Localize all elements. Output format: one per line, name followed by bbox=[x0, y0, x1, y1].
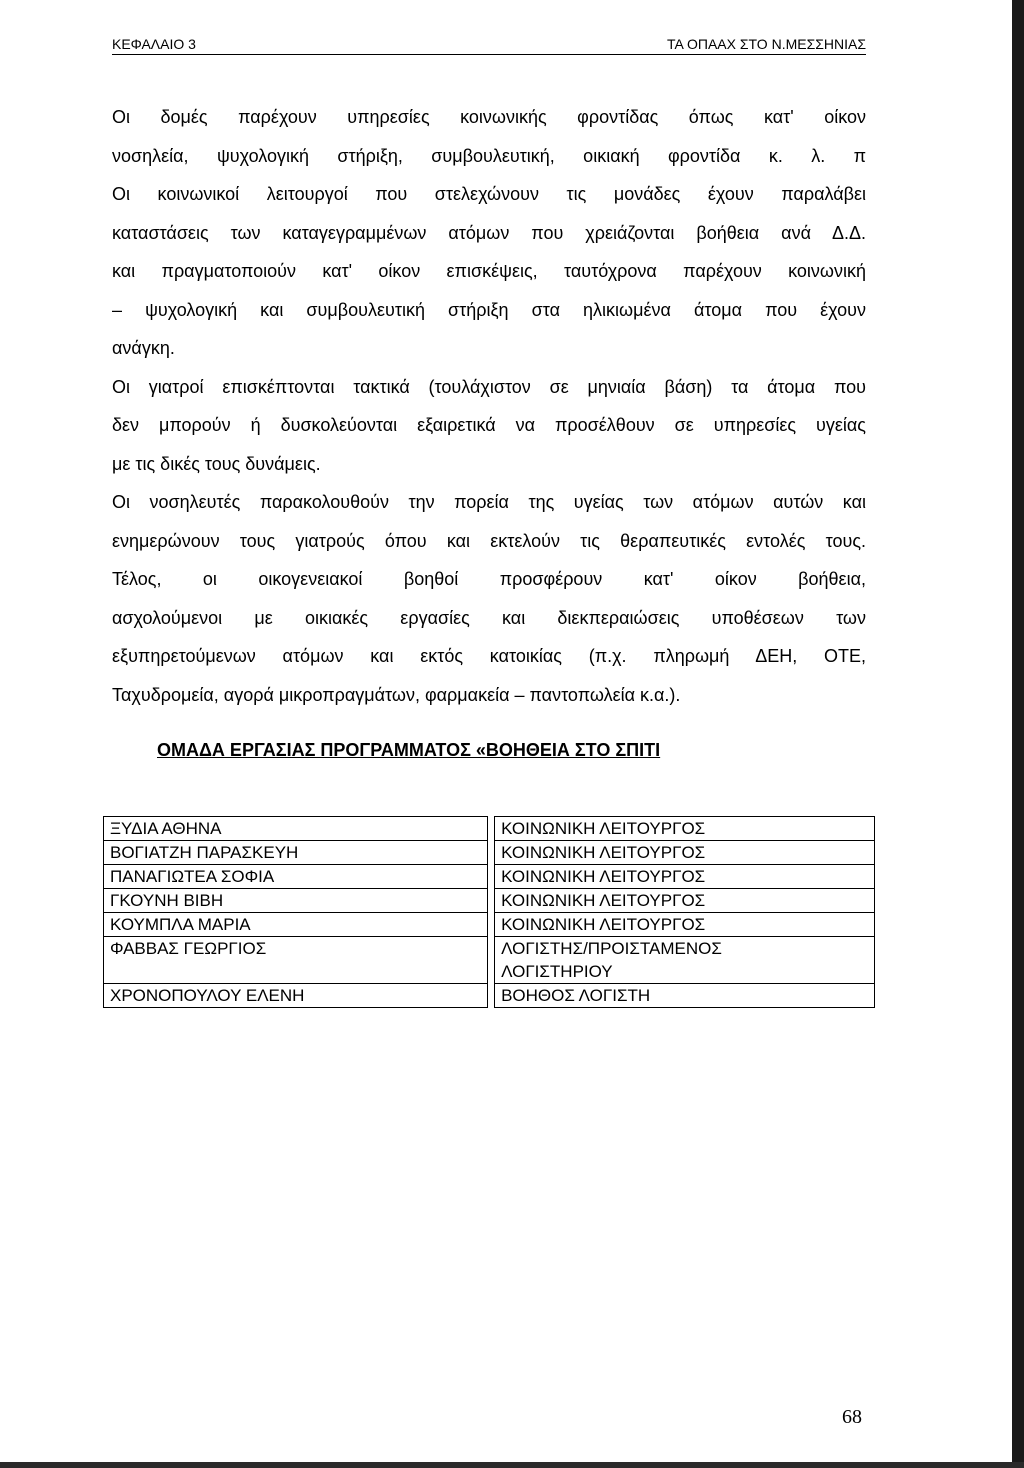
staff-role: ΚΟΙΝΩΝΙΚΗ ΛΕΙΤΟΥΡΓΟΣ bbox=[495, 817, 875, 841]
table-row bbox=[104, 937, 875, 984]
text-line: Οι κοινωνικοί λειτουργοί που στελεχώνουν τις μονάδες έχουν παραλάβει bbox=[112, 184, 866, 204]
text-line: Τέλος, οι οικογενειακοί βοηθοί προσφέρουν κατ' οίκον βοήθεια, bbox=[112, 569, 866, 589]
text-line: – ψυχολογική και συμβουλευτική στήριξη στα ηλικιωμένα άτομα που έχουν bbox=[112, 299, 866, 320]
staff-role: ΚΟΙΝΩΝΙΚΗ ΛΕΙΤΟΥΡΓΟΣ bbox=[495, 889, 875, 913]
staff-role: ΒΟΗΘΟΣ ΛΟΓΙΣΤΗ bbox=[495, 984, 875, 1008]
text-line: Οι δομές παρέχουν υπηρεσίες κοινωνικής φροντίδας όπως κατ' οίκον bbox=[112, 107, 866, 127]
chapter-label: ΚΕΦΑΛΑΙΟ 3 bbox=[112, 36, 196, 52]
section-title: ΟΜΑΔΑ ΕΡΓΑΣΙΑΣ ΠΡΟΓΡΑΜΜΑΤΟΣ «ΒΟΗΘΕΙΑ ΣΤΟ ΣΠΙΤΙ bbox=[157, 740, 661, 760]
column-gap bbox=[487, 817, 494, 841]
table-row bbox=[104, 889, 875, 913]
table-row bbox=[104, 865, 875, 889]
column-gap bbox=[487, 937, 494, 984]
staff-role: ΚΟΙΝΩΝΙΚΗ ΛΕΙΤΟΥΡΓΟΣ bbox=[495, 841, 875, 865]
table-row bbox=[104, 817, 875, 841]
text-line: νοσηλεία, ψυχολογική στήριξη, συμβουλευτική, οικιακή φροντίδα κ. λ. π bbox=[112, 145, 866, 166]
page-edge-shadow bbox=[1012, 0, 1024, 1468]
table-row bbox=[104, 913, 875, 937]
table-row bbox=[104, 984, 875, 1008]
staff-name: ΠΑΝΑΓΙΩΤΕΑ ΣΟΦΙΑ bbox=[104, 865, 488, 889]
text-line: Οι γιατροί επισκέπτονται τακτικά (τουλάχιστον σε μηνιαία βάση) τα άτομα που bbox=[112, 376, 866, 397]
text-line: Οι νοσηλευτές παρακολουθούν την πορεία της υγείας των ατόμων αυτών και bbox=[112, 492, 866, 512]
text-line: ασχολούμενοι με οικιακές εργασίες και διεκπεραιώσεις υποθέσεων των bbox=[112, 607, 866, 628]
text-line: ανάγκη. bbox=[112, 338, 175, 358]
column-gap bbox=[487, 889, 494, 913]
staff-name: ΓΚΟΥΝΗ ΒΙΒΗ bbox=[104, 889, 488, 913]
column-gap bbox=[487, 841, 494, 865]
table-row bbox=[104, 841, 875, 865]
text-line: με τις δικές τους δυνάμεις. bbox=[112, 453, 321, 474]
text-line: δεν μπορούν ή δυσκολεύονται εξαιρετικά να προσέλθουν σε υπηρεσίες υγείας bbox=[112, 415, 866, 435]
column-gap bbox=[487, 865, 494, 889]
staff-name: ΧΡΟΝΟΠΟΥΛΟΥ ΕΛΕΝΗ bbox=[104, 984, 488, 1008]
staff-table bbox=[103, 816, 875, 1008]
page-edge-bottom bbox=[0, 1462, 1024, 1468]
text-line: ενημερώνουν τους γιατρούς όπου και εκτελούν τις θεραπευτικές εντολές τους. bbox=[112, 530, 866, 551]
text-line: καταστάσεις των καταγεγραμμένων ατόμων που χρειάζονται βοήθεια ανά Δ.Δ. bbox=[112, 222, 866, 243]
staff-name: ΒΟΓΙΑΤΖΗ ΠΑΡΑΣΚΕΥΗ bbox=[104, 841, 488, 865]
text-line: Ταχυδρομεία, αγορά μικροπραγμάτων, φαρμακεία – παντοπωλεία κ.α.). bbox=[112, 684, 681, 705]
staff-role-line: ΛΟΓΙΣΤΗΡΙΟΥ bbox=[501, 962, 613, 981]
staff-name: ΚΟΥΜΠΛΑ ΜΑΡΙΑ bbox=[104, 913, 488, 937]
text-line: εξυπηρετούμενων ατόμων και εκτός κατοικίας (π.χ. πληρωμή ΔΕΗ, ΟΤΕ, bbox=[112, 646, 866, 666]
staff-role: ΚΟΙΝΩΝΙΚΗ ΛΕΙΤΟΥΡΓΟΣ bbox=[495, 913, 875, 937]
document-title: ΤΑ ΟΠΑΑΧ ΣΤΟ Ν.ΜΕΣΣΗΝΙΑΣ bbox=[666, 36, 866, 52]
text-line: και πραγματοποιούν κατ' οίκον επισκέψεις, ταυτόχρονα παρέχουν κοινωνική bbox=[112, 261, 866, 281]
body-paragraphs bbox=[112, 98, 866, 714]
running-header bbox=[112, 34, 866, 55]
staff-name: ΦΑΒΒΑΣ ΓΕΩΡΓΙΟΣ bbox=[104, 937, 488, 984]
staff-role bbox=[495, 937, 875, 984]
staff-role-line: ΛΟΓΙΣΤΗΣ/ΠΡΟΙΣΤΑΜΕΝΟΣ bbox=[501, 939, 722, 958]
column-gap bbox=[487, 913, 494, 937]
page-number: 68 bbox=[842, 1406, 862, 1428]
column-gap bbox=[487, 984, 494, 1008]
staff-name: ΞΥΔΙΑ ΑΘΗΝΑ bbox=[104, 817, 488, 841]
staff-role: ΚΟΙΝΩΝΙΚΗ ΛΕΙΤΟΥΡΓΟΣ bbox=[495, 865, 875, 889]
